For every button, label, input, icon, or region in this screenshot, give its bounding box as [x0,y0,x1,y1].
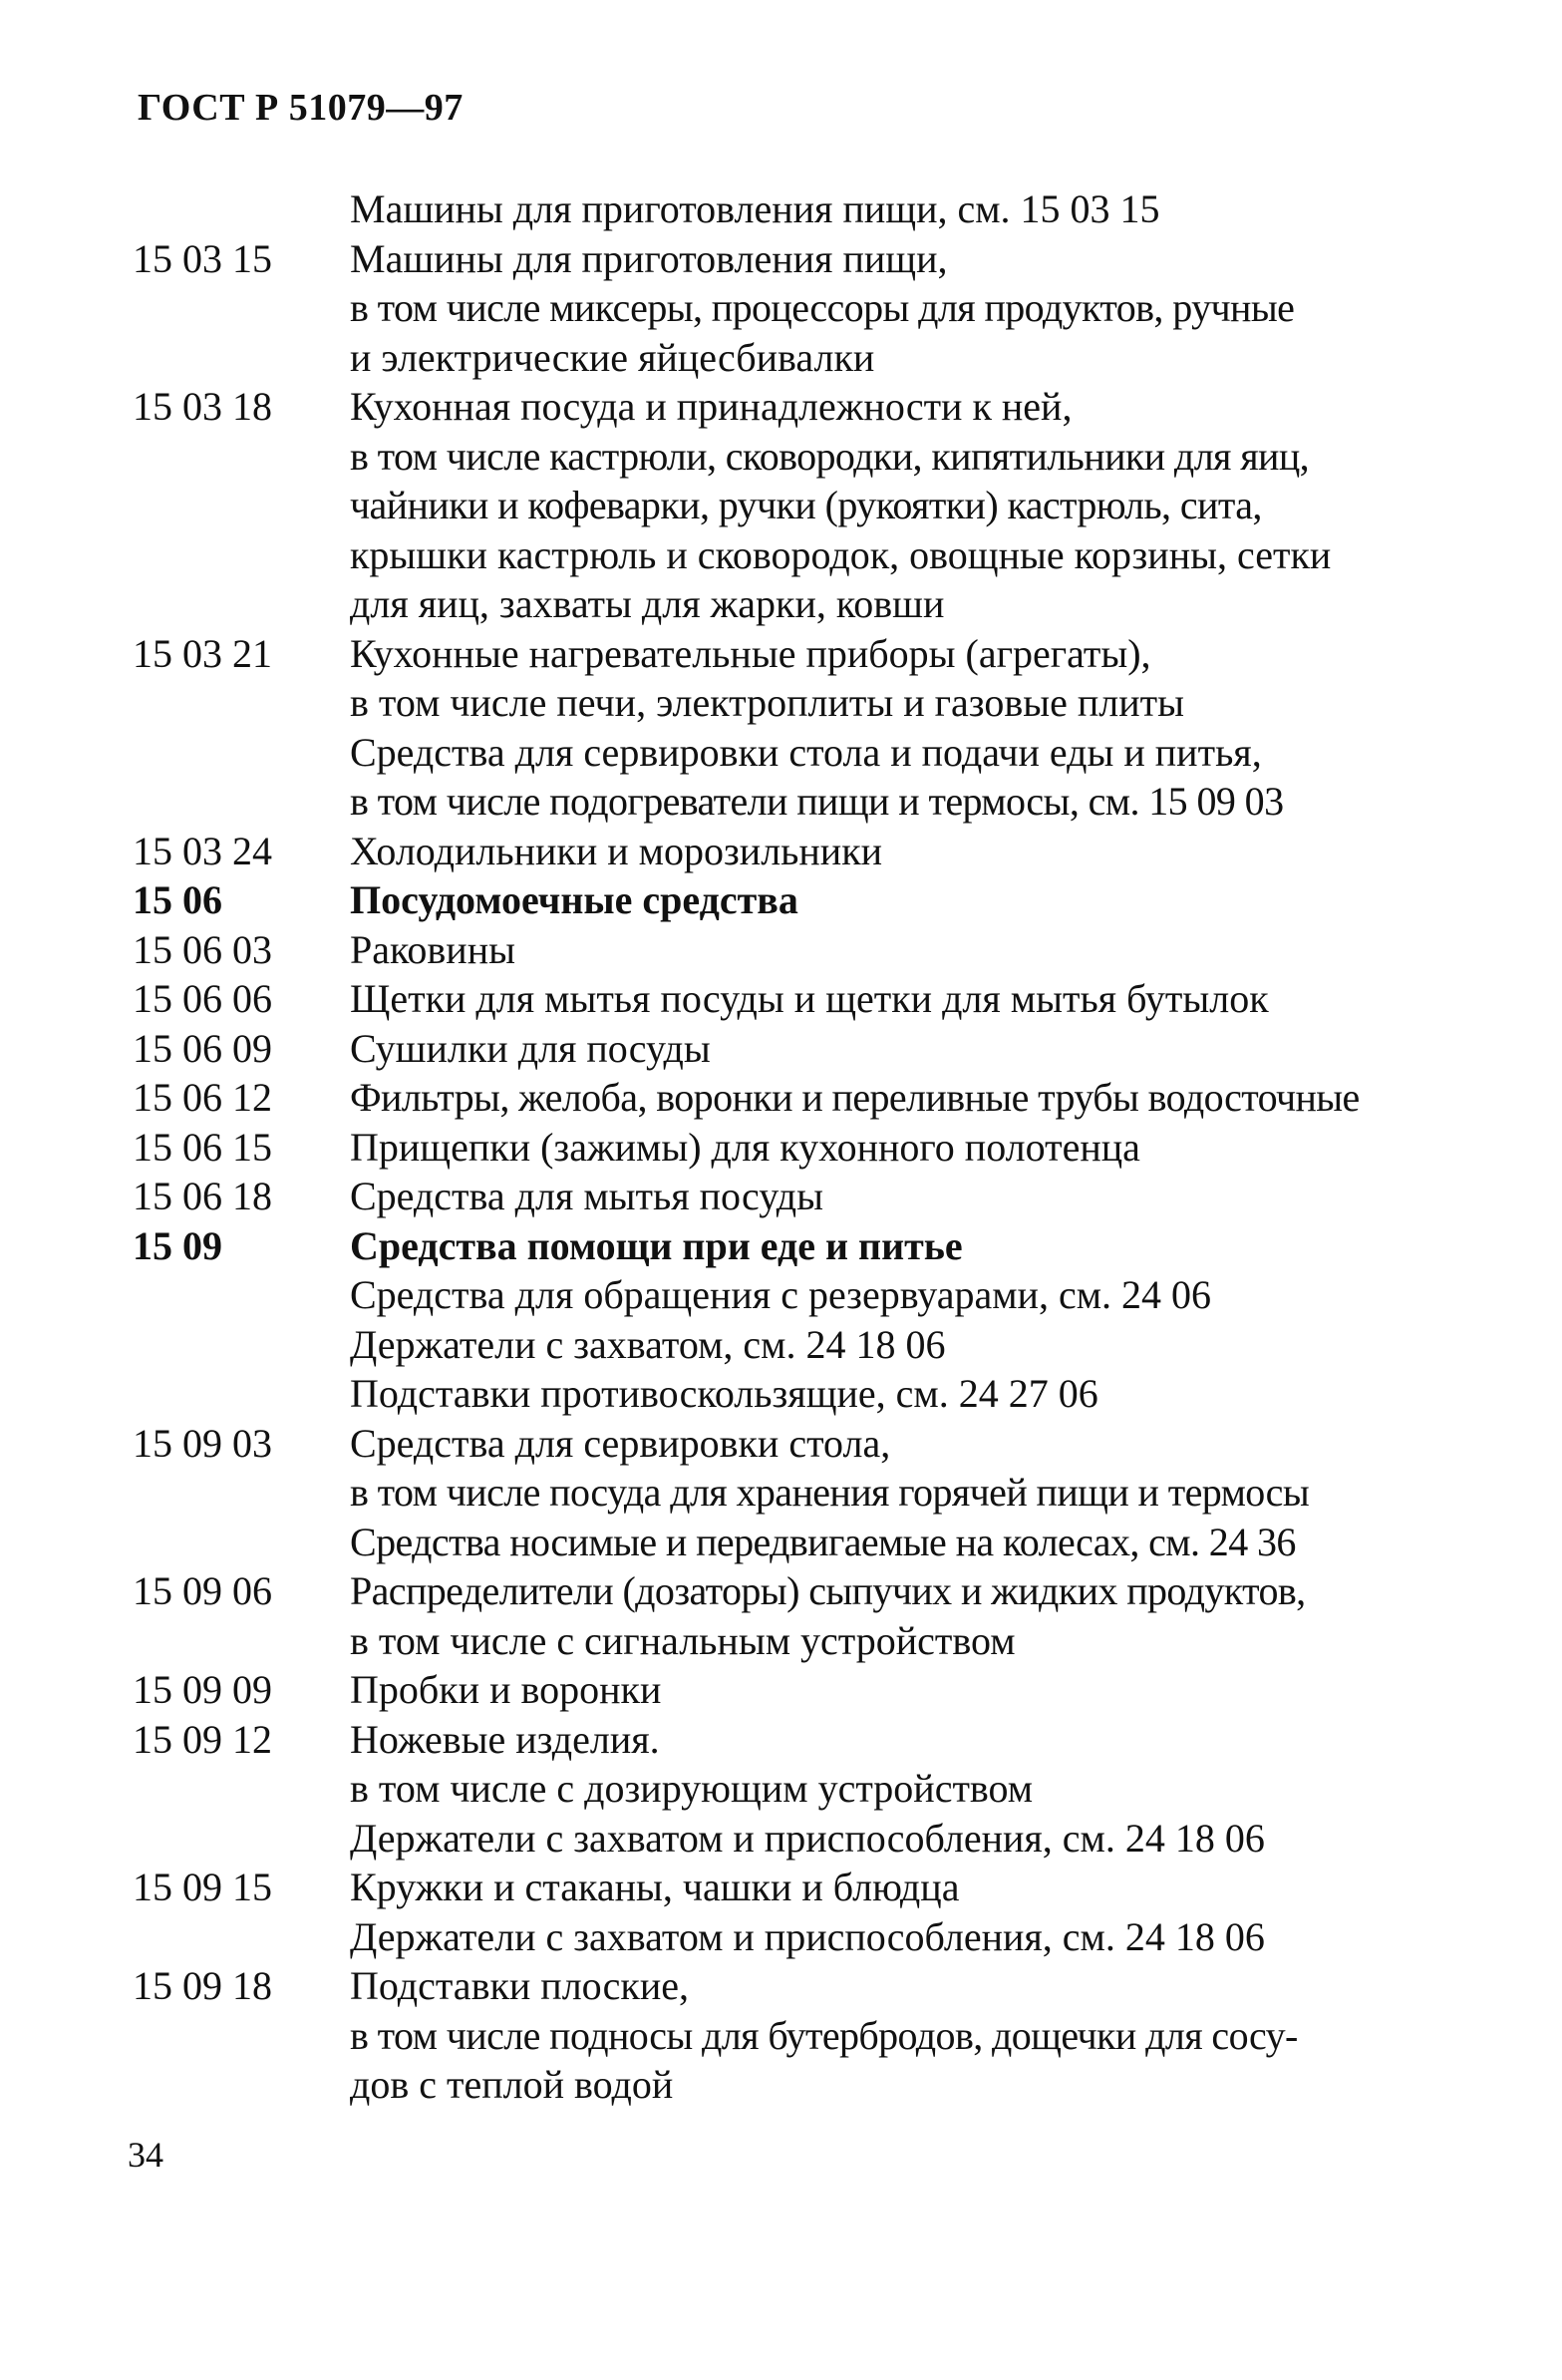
entry-code: 15 09 15 [133,1865,272,1909]
list-item [133,1123,1528,1173]
entry-code: 15 09 03 [133,1420,272,1466]
list-item [133,777,1528,827]
entry-text: Раковины [350,926,515,972]
list-item [133,382,1528,432]
entry-text: чайники и кофеварки, ручки (рукоятки) кастрюль, сита, [350,483,1262,527]
entry-text: Средства носимые и передвигаемые на колесах, см. 24 36 [350,1519,1296,1564]
entry-code: 15 03 24 [133,828,272,873]
list-item [133,1320,1528,1370]
list-item [133,481,1528,530]
list-item [133,1073,1528,1123]
entry-text: в том числе с дозирующим устройством [350,1766,1034,1811]
list-item [133,1270,1528,1320]
list-item [133,1961,1528,2011]
entry-text: Подставки плоские, [350,1963,689,2008]
entry-code: 15 09 [133,1222,222,1268]
list-item [133,678,1528,728]
list-item [133,728,1528,778]
list-item [133,1566,1528,1616]
list-item [133,2060,1528,2110]
classification-list [133,184,1528,2110]
entry-code: 15 03 21 [133,630,272,676]
entry-text: в том числе кастрюли, сковородки, кипятильники для яиц, [350,433,1310,479]
entry-code: 15 09 09 [133,1667,272,1712]
list-item [133,1024,1528,1074]
entry-text: Держатели с захватом, см. 24 18 06 [350,1321,946,1367]
page-number: 34 [128,2135,163,2175]
list-item [133,184,1528,234]
entry-code: 15 06 12 [133,1075,272,1120]
list-item [133,1863,1528,1912]
entry-text: в том числе подогреватели пищи и термосы, см. 15 09 03 [350,779,1284,824]
list-item [133,283,1528,333]
list-item [133,925,1528,975]
list-item [133,1715,1528,1765]
entry-code: 15 06 18 [133,1174,272,1218]
entry-text: Средства помощи при еде и питье [350,1222,963,1268]
list-item [133,333,1528,383]
list-item [133,974,1528,1024]
entry-code: 15 06 [133,877,222,922]
list-item [133,629,1528,679]
list-item [133,2011,1528,2061]
entry-code: 15 03 15 [133,235,272,281]
entry-text: Держатели с захватом и приспособления, см. 24 18 06 [350,1913,1265,1959]
list-item [133,1665,1528,1715]
entry-text: Холодильники и морозильники [350,828,883,873]
entry-text: Щетки для мытья посуды и щетки для мытья бутылок [350,976,1269,1021]
entry-text: в том числе подносы для бутербродов, дощечки для сосу- [350,2012,1298,2058]
entry-text: Фильтры, желоба, воронки и переливные трубы водосточные [350,1075,1360,1120]
entry-text: Держатели с захватом и приспособления, см. 24 18 06 [350,1815,1265,1861]
entry-text: Средства для мытья посуды [350,1174,823,1218]
entry-text: и электрические яйцесбивалки [350,334,875,380]
entry-text: Ножевые изделия. [350,1716,660,1762]
list-item [133,579,1528,629]
list-item [133,1912,1528,1962]
entry-text: для яиц, захваты для жарки, ковши [350,581,945,626]
entry-code: 15 06 06 [133,976,272,1021]
entry-code: 15 09 06 [133,1568,272,1613]
list-item [133,1419,1528,1469]
entry-text: Посудомоечные средства [350,877,798,922]
entry-text: в том числе печи, электроплиты и газовые плиты [350,680,1185,725]
list-item [133,1616,1528,1666]
entry-text: Пробки и воронки [350,1667,662,1712]
entry-text: в том числе миксеры, процессоры для продуктов, ручные [350,285,1295,330]
section-heading-row [133,1221,1528,1271]
entry-text: в том числе с сигнальным устройством [350,1617,1016,1663]
entry-text: Подставки противоскользящие, см. 24 27 06 [350,1371,1098,1416]
entry-text: Прищепки (зажимы) для кухонного полотенца [350,1124,1140,1170]
page-header: ГОСТ Р 51079—97 [138,87,464,129]
entry-text: Сушилки для посуды [350,1025,711,1071]
entry-text: Машины для приготовления пищи, [350,235,948,281]
entry-text: Средства для сервировки стола и подачи еды и питья, [350,729,1262,775]
list-item [133,1369,1528,1419]
list-item [133,234,1528,284]
entry-code: 15 06 15 [133,1124,272,1170]
entry-text: Средства для сервировки стола, [350,1420,891,1466]
entry-text: в том числе посуда для хранения горячей пищи и термосы [350,1470,1310,1515]
entry-code: 15 03 18 [133,384,272,429]
entry-code: 15 09 12 [133,1716,272,1762]
list-item [133,1468,1528,1518]
list-item [133,1172,1528,1221]
entry-text: Распределители (дозаторы) сыпучих и жидких продуктов, [350,1568,1306,1613]
entry-text: Кухонные нагревательные приборы (агрегаты), [350,630,1151,676]
entry-text: Кухонная посуда и принадлежности к ней, [350,384,1073,429]
section-heading-row [133,875,1528,925]
entry-text: дов с теплой водой [350,2062,674,2107]
entry-code: 15 06 09 [133,1025,272,1071]
entry-code: 15 09 18 [133,1963,272,2008]
entry-text: Кружки и стаканы, чашки и блюдца [350,1865,960,1909]
entry-code: 15 06 03 [133,926,272,972]
list-item [133,1764,1528,1814]
list-item [133,1814,1528,1864]
entry-text: крышки кастрюль и сковородок, овощные корзины, сетки [350,531,1332,577]
list-item [133,1518,1528,1567]
list-item [133,827,1528,876]
entry-text: Машины для приготовления пищи, см. 15 03 15 [350,186,1160,231]
list-item [133,432,1528,482]
entry-text: Средства для обращения с резервуарами, см. 24 06 [350,1272,1212,1317]
list-item [133,530,1528,580]
